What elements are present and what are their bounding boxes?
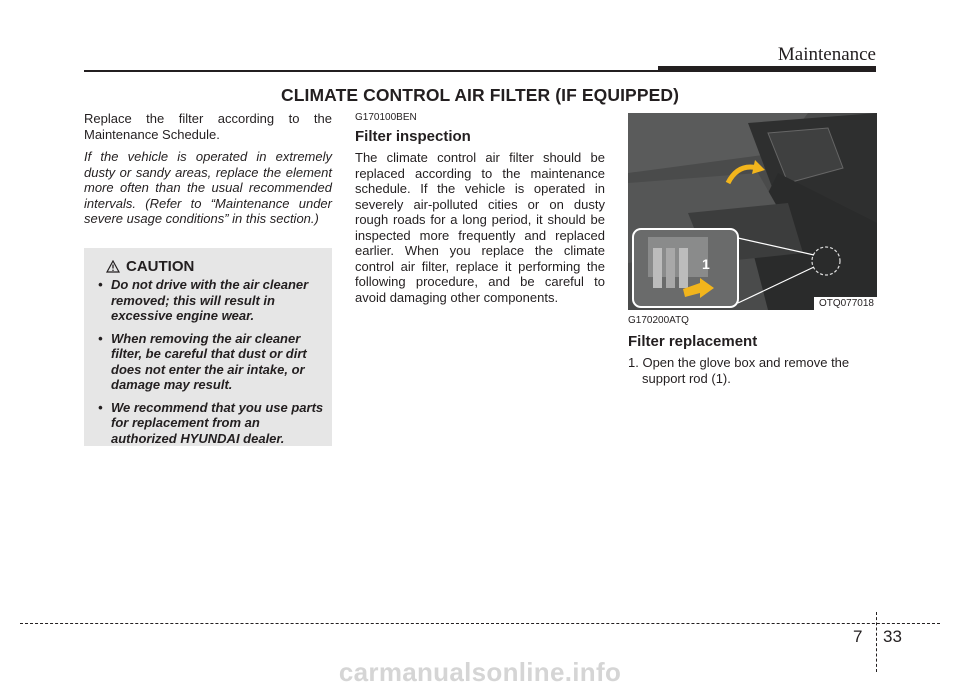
caution-item: • Do not drive with the air cleaner removed; this will result in excessive engine wear. bbox=[98, 277, 309, 323]
caution-list bbox=[98, 277, 326, 453]
glove-box-illustration bbox=[628, 113, 877, 310]
glove-box-figure bbox=[628, 113, 877, 310]
header-rule-thin bbox=[84, 70, 664, 72]
inspection-code: G170100BEN bbox=[355, 112, 417, 123]
figure-caption: OTQ077018 bbox=[814, 297, 877, 310]
inspection-column bbox=[355, 112, 605, 305]
caution-heading-label: CAUTION bbox=[126, 258, 195, 275]
figure-callout-number: 1 bbox=[702, 256, 710, 272]
header-section-title: Maintenance bbox=[777, 44, 876, 65]
intro-text: Replace the filter according to the Maintenance Schedule. bbox=[84, 111, 332, 142]
replacement-heading: Filter replacement bbox=[628, 333, 758, 350]
replacement-code: G170200ATQ bbox=[628, 315, 689, 326]
caution-box bbox=[84, 248, 332, 446]
replacement-column bbox=[628, 315, 877, 386]
caution-heading bbox=[106, 258, 194, 275]
footer-divider bbox=[20, 623, 940, 624]
page-title: CLIMATE CONTROL AIR FILTER (IF EQUIPPED) bbox=[280, 85, 680, 105]
left-column bbox=[84, 111, 332, 227]
warning-icon bbox=[106, 260, 120, 273]
replacement-step: 1. Open the glove box and remove the support rod (1). bbox=[628, 355, 850, 386]
caution-item: • We recommend that you use parts for replacement from an authorized HYUNDAI dealer. bbox=[98, 399, 324, 446]
inspection-body: The climate control air filter should be replaced according to the maintenance schedule. If the vehicle is operated in severely air-polluted cities or on dusty rough roads for a long period, it should be inspected more frequently and replaced earlier. When you replace the climate control air filter, replace it performing the following procedure, and be careful to avoid damaging other components. bbox=[355, 150, 605, 305]
page-number: 33 bbox=[883, 627, 902, 646]
chapter-number: 7 bbox=[853, 627, 863, 646]
watermark: carmanualsonline.info bbox=[338, 657, 622, 687]
severe-usage-note: If the vehicle is operated in extremely dusty or sandy areas, replace the element more often than the usual recommended intervals. (Refer to “Maintenance under severe usage conditions” in this section.) bbox=[84, 149, 332, 226]
inspection-heading: Filter inspection bbox=[355, 128, 471, 145]
header-rule-thick bbox=[658, 66, 876, 72]
caution-item: • When removing the air cleaner filter, be careful that dust or dirt does not enter the air intake, or damage may result. bbox=[98, 330, 307, 392]
